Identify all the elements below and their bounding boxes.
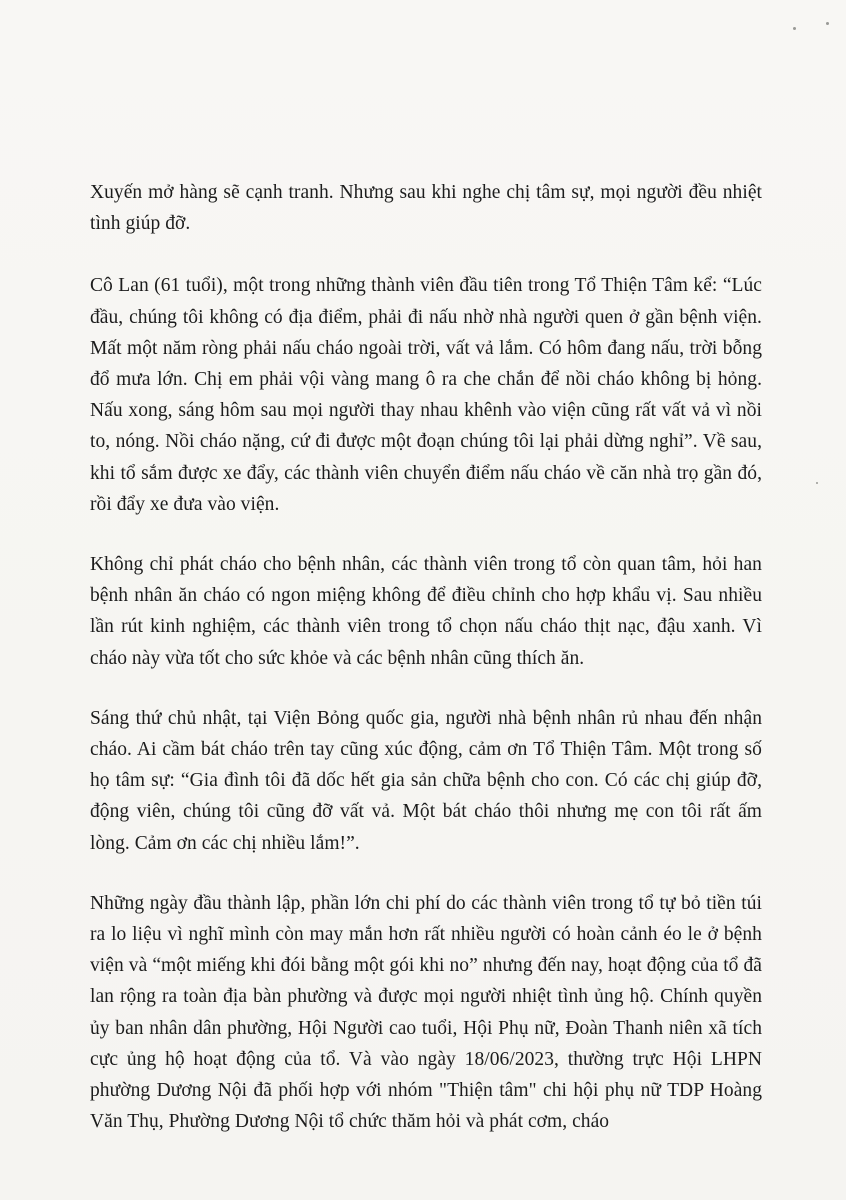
document-body <box>90 177 762 1137</box>
paragraph-5: Những ngày đầu thành lập, phần lớn chi phí do các thành viên trong tổ tự bỏ tiền túi ra lo liệu vì nghĩ mình còn may mắn hơn rất nhiều người có hoàn cảnh éo le ở bệnh viện và “một miếng khi đói bằng một gói khi no” nhưng đến nay, hoạt động của tổ đã lan rộng ra toàn địa bàn phường và được mọi người nhiệt tình ủng hộ. Chính quyền ủy ban nhân dân phường, Hội Người cao tuổi, Hội Phụ nữ, Đoàn Thanh niên xã tích cực ủng hộ hoạt động của tổ. Và vào ngày 18/06/2023, thường trực Hội LHPN phường Dương Nội đã phối hợp với nhóm "Thiện tâm" chi hội phụ nữ TDP Hoàng Văn Thụ, Phường Dương Nội tổ chức thăm hỏi và phát cơm, cháo <box>90 892 762 1133</box>
scan-speck <box>816 482 818 484</box>
paragraph-2: Cô Lan (61 tuổi), một trong những thành viên đầu tiên trong Tổ Thiện Tâm kể: “Lúc đầu, chúng tôi không có địa điểm, phải đi nấu nhờ nhà người quen ở gần bệnh viện. Mất một năm ròng phải nấu cháo ngoài trời, vất vả lắm. Có hôm đang nấu, trời bỗng đổ mưa lớn. Chị em phải vội vàng mang ô ra che chắn để nồi cháo không bị hỏng. Nấu xong, sáng hôm sau mọi người thay nhau khênh vào viện cũng rất vất vả vì nồi to, nóng. Nồi cháo nặng, cứ đi được một đoạn chúng tôi lại phải dừng nghỉ”. Về sau, khi tổ sắm được xe đẩy, các thành viên chuyển điểm nấu cháo về căn nhà trọ gần đó, rồi đẩy xe đưa vào viện. <box>90 275 762 515</box>
scan-speck <box>793 27 796 30</box>
paragraph-1: Xuyến mở hàng sẽ cạnh tranh. Nhưng sau khi nghe chị tâm sự, mọi người đều nhiệt tình giúp đỡ. <box>90 182 762 235</box>
paragraph-4: Sáng thứ chủ nhật, tại Viện Bỏng quốc gia, người nhà bệnh nhân rủ nhau đến nhận cháo. Ai cầm bát cháo trên tay cũng xúc động, cảm ơn Tổ Thiện Tâm. Một trong số họ tâm sự: “Gia đình tôi đã dốc hết gia sản chữa bệnh cho con. Có các chị giúp đỡ, động viên, chúng tôi cũng đỡ vất vả. Một bát cháo thôi nhưng mẹ con tôi rất ấm lòng. Cảm ơn các chị nhiều lắm!”. <box>90 707 762 854</box>
scan-speck <box>826 22 829 25</box>
paragraph-3: Không chỉ phát cháo cho bệnh nhân, các thành viên trong tổ còn quan tâm, hỏi han bệnh nhân ăn cháo có ngon miệng không để điều chỉnh cho hợp khẩu vị. Sau nhiều lần rút kinh nghiệm, các thành viên trong tổ chọn nấu cháo thịt nạc, đậu xanh. Vì cháo này vừa tốt cho sức khỏe và các bệnh nhân cũng thích ăn. <box>90 554 762 669</box>
